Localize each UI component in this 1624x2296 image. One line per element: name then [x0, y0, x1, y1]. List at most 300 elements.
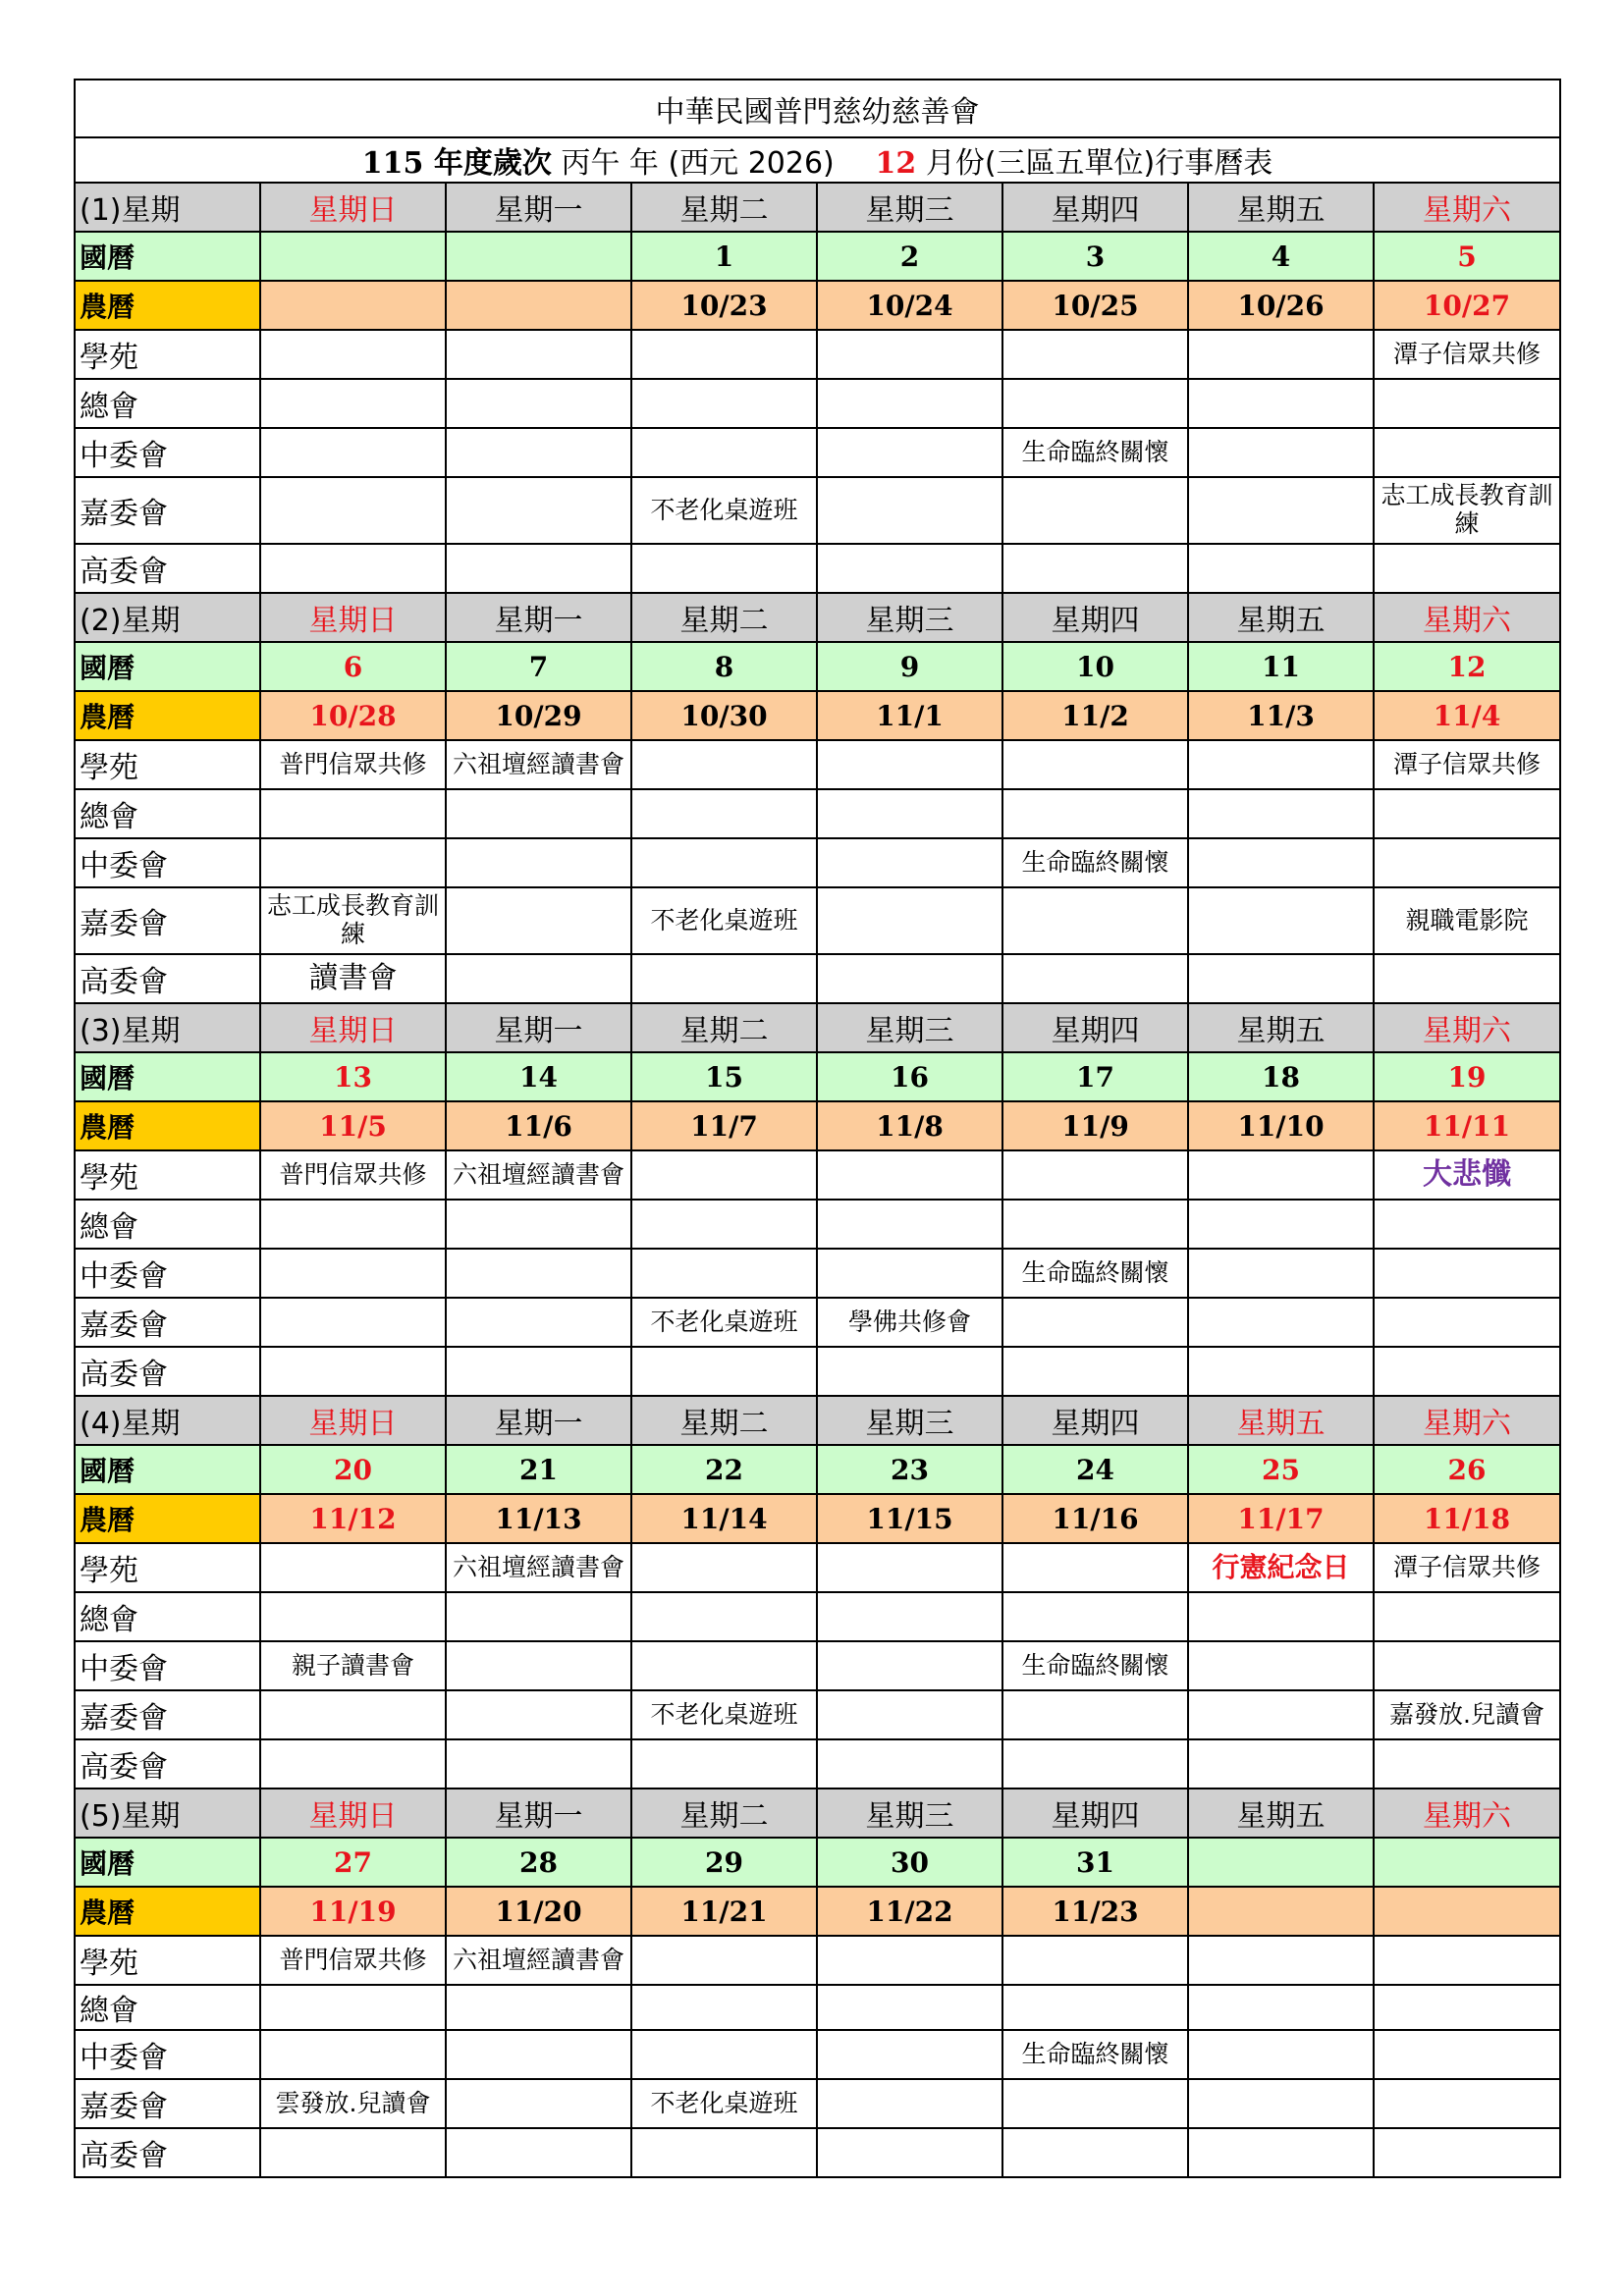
event-text: 不老化桌遊班	[650, 905, 798, 934]
event-text: 不老化桌遊班	[650, 495, 798, 524]
event-cell	[817, 740, 1002, 789]
weekday-header: 星期二	[631, 1789, 817, 1838]
event-cell	[1374, 1690, 1560, 1739]
page-title: 中華民國普門慈幼慈善會	[75, 80, 1560, 137]
event-cell	[1002, 1150, 1188, 1200]
event-cell	[1002, 1200, 1188, 1249]
org-label: 中委會	[75, 838, 260, 887]
event-cell	[260, 2128, 446, 2177]
gregorian-row	[75, 1838, 1560, 1887]
gregorian-date: 23	[817, 1445, 1002, 1494]
event-cell	[1374, 428, 1560, 477]
event-text: 不老化桌遊班	[650, 1699, 798, 1729]
event-cell	[817, 2128, 1002, 2177]
event-cell	[1374, 2030, 1560, 2079]
lunar-date: 11/18	[1374, 1494, 1560, 1543]
weekday-header: 星期四	[1002, 1396, 1188, 1445]
org-row	[75, 1739, 1560, 1789]
org-label: 學苑	[75, 330, 260, 379]
event-cell	[1374, 1936, 1560, 1985]
lunar-date: 11/4	[1374, 691, 1560, 740]
event-cell	[631, 1347, 817, 1396]
lunar-date: 11/20	[446, 1887, 631, 1936]
gregorian-date	[1188, 1838, 1374, 1887]
lunar-date: 11/10	[1188, 1101, 1374, 1150]
lunar-label: 農曆	[75, 1494, 260, 1543]
event-cell	[631, 1249, 817, 1298]
event-cell	[631, 838, 817, 887]
event-cell	[631, 2030, 817, 2079]
lunar-date: 11/23	[1002, 1887, 1188, 1936]
event-text: 親職電影院	[1405, 905, 1529, 934]
weekday-header: 星期四	[1002, 1789, 1188, 1838]
event-cell	[631, 1298, 817, 1347]
event-cell	[446, 2030, 631, 2079]
event-cell	[817, 1592, 1002, 1641]
event-cell	[631, 1690, 817, 1739]
event-cell	[1002, 477, 1188, 544]
event-cell	[817, 838, 1002, 887]
weekday-header: 星期一	[446, 183, 631, 232]
lunar-row	[75, 281, 1560, 330]
event-cell	[631, 1200, 817, 1249]
lunar-date: 11/8	[817, 1101, 1002, 1150]
event-cell	[817, 1936, 1002, 1985]
event-cell	[631, 379, 817, 428]
event-text: 志工成長教育訓練	[266, 891, 439, 948]
event-cell	[631, 1592, 817, 1641]
event-cell	[1374, 1739, 1560, 1789]
org-label: 總會	[75, 1985, 260, 2030]
org-label: 學苑	[75, 740, 260, 789]
org-row	[75, 1298, 1560, 1347]
event-cell	[1188, 330, 1374, 379]
event-cell	[817, 1347, 1002, 1396]
gregorian-date: 2	[817, 232, 1002, 281]
lunar-row	[75, 1887, 1560, 1936]
event-cell	[817, 1298, 1002, 1347]
event-cell	[1374, 1347, 1560, 1396]
gregorian-date: 12	[1374, 642, 1560, 691]
event-cell	[260, 740, 446, 789]
org-row	[75, 1543, 1560, 1592]
weekday-header: 星期五	[1188, 593, 1374, 642]
event-cell	[1374, 740, 1560, 789]
org-row	[75, 2079, 1560, 2128]
weekday-header: 星期四	[1002, 183, 1188, 232]
weekday-header: 星期日	[260, 183, 446, 232]
weekday-header: 星期日	[260, 1396, 446, 1445]
event-text: 志工成長教育訓練	[1380, 481, 1553, 538]
event-cell	[446, 789, 631, 838]
lunar-date: 10/28	[260, 691, 446, 740]
org-row	[75, 1347, 1560, 1396]
event-cell	[817, 789, 1002, 838]
lunar-label: 農曆	[75, 281, 260, 330]
weekday-header: 星期二	[631, 1396, 817, 1445]
org-row	[75, 477, 1560, 544]
event-cell	[446, 887, 631, 954]
event-cell	[1374, 1150, 1560, 1200]
gregorian-label: 國曆	[75, 232, 260, 281]
page-subtitle	[75, 137, 1560, 183]
lunar-date: 11/3	[1188, 691, 1374, 740]
event-cell	[1002, 1985, 1188, 2030]
gregorian-date: 7	[446, 642, 631, 691]
event-cell	[1188, 954, 1374, 1003]
lunar-date: 11/7	[631, 1101, 817, 1150]
event-cell	[631, 954, 817, 1003]
org-row	[75, 740, 1560, 789]
lunar-date: 10/24	[817, 281, 1002, 330]
org-row	[75, 1936, 1560, 1985]
event-cell	[1002, 887, 1188, 954]
org-row	[75, 544, 1560, 593]
event-cell	[1002, 1592, 1188, 1641]
subtitle-tail: 月份(三區五單位)行事曆表	[916, 146, 1273, 181]
event-cell	[1002, 428, 1188, 477]
weekday-header: 星期六	[1374, 183, 1560, 232]
org-label: 總會	[75, 379, 260, 428]
gregorian-date: 31	[1002, 1838, 1188, 1887]
gregorian-row	[75, 1052, 1560, 1101]
event-cell	[1188, 428, 1374, 477]
week-label: (5)星期	[75, 1789, 260, 1838]
org-label: 中委會	[75, 428, 260, 477]
event-cell	[631, 1641, 817, 1690]
weekday-header: 星期二	[631, 183, 817, 232]
org-row	[75, 1690, 1560, 1739]
event-cell	[817, 330, 1002, 379]
event-text: 六祖壇經讀書會	[452, 749, 624, 778]
event-text: 生命臨終關懷	[1021, 2039, 1169, 2068]
lunar-date: 11/1	[817, 691, 1002, 740]
event-cell	[1188, 1150, 1374, 1200]
event-cell	[631, 1543, 817, 1592]
org-row	[75, 1200, 1560, 1249]
event-cell	[1002, 954, 1188, 1003]
weekday-header: 星期二	[631, 593, 817, 642]
weekday-row	[75, 1789, 1560, 1838]
org-row	[75, 838, 1560, 887]
weekday-header: 星期五	[1188, 183, 1374, 232]
event-cell	[1374, 1249, 1560, 1298]
lunar-date: 11/12	[260, 1494, 446, 1543]
lunar-date: 11/21	[631, 1887, 817, 1936]
org-label: 嘉委會	[75, 1298, 260, 1347]
event-cell	[631, 1985, 817, 2030]
event-cell	[446, 1739, 631, 1789]
org-label: 學苑	[75, 1150, 260, 1200]
lunar-label: 農曆	[75, 1887, 260, 1936]
weekday-header: 星期三	[817, 1396, 1002, 1445]
weekday-row	[75, 183, 1560, 232]
event-cell	[260, 789, 446, 838]
event-cell	[260, 954, 446, 1003]
gregorian-date: 29	[631, 1838, 817, 1887]
weekday-header: 星期三	[817, 593, 1002, 642]
org-label: 中委會	[75, 1249, 260, 1298]
weekday-header: 星期一	[446, 593, 631, 642]
event-cell	[260, 1690, 446, 1739]
calendar-table	[74, 79, 1561, 2178]
event-cell	[260, 544, 446, 593]
lunar-date: 10/23	[631, 281, 817, 330]
weekday-header: 星期一	[446, 1396, 631, 1445]
event-text: 六祖壇經讀書會	[452, 1945, 624, 1974]
event-text: 不老化桌遊班	[650, 1307, 798, 1336]
event-text: 生命臨終關懷	[1021, 1257, 1169, 1287]
weekday-header: 星期三	[817, 1789, 1002, 1838]
event-cell	[446, 1249, 631, 1298]
lunar-date: 10/26	[1188, 281, 1374, 330]
gregorian-date: 24	[1002, 1445, 1188, 1494]
event-cell	[817, 1543, 1002, 1592]
gregorian-date: 4	[1188, 232, 1374, 281]
event-cell	[446, 740, 631, 789]
org-label: 高委會	[75, 2128, 260, 2177]
event-cell	[817, 2079, 1002, 2128]
event-cell	[1188, 887, 1374, 954]
event-cell	[1002, 1936, 1188, 1985]
event-text: 嘉發放.兒讀會	[1389, 1699, 1544, 1729]
event-cell	[1188, 1592, 1374, 1641]
weekday-header: 星期三	[817, 1003, 1002, 1052]
org-label: 嘉委會	[75, 887, 260, 954]
event-cell	[446, 1298, 631, 1347]
gregorian-date: 27	[260, 1838, 446, 1887]
gregorian-date	[446, 232, 631, 281]
event-cell	[817, 1690, 1002, 1739]
event-cell	[260, 1739, 446, 1789]
event-cell	[817, 379, 1002, 428]
event-cell	[1002, 2128, 1188, 2177]
event-text: 生命臨終關懷	[1021, 847, 1169, 877]
event-cell	[1188, 1739, 1374, 1789]
gregorian-date: 8	[631, 642, 817, 691]
event-cell	[631, 1150, 817, 1200]
event-cell	[1188, 789, 1374, 838]
lunar-date: 11/15	[817, 1494, 1002, 1543]
lunar-row	[75, 691, 1560, 740]
org-row	[75, 789, 1560, 838]
event-cell	[1002, 2079, 1188, 2128]
lunar-date: 10/29	[446, 691, 631, 740]
event-text: 普門信眾共修	[279, 1159, 427, 1189]
weekday-header: 星期四	[1002, 593, 1188, 642]
event-cell	[1002, 330, 1188, 379]
event-text: 六祖壇經讀書會	[452, 1159, 624, 1189]
org-row	[75, 330, 1560, 379]
lunar-label: 農曆	[75, 691, 260, 740]
event-cell	[260, 1641, 446, 1690]
event-cell	[1002, 1690, 1188, 1739]
org-row	[75, 2128, 1560, 2177]
weekday-header: 星期五	[1188, 1789, 1374, 1838]
weekday-header: 星期二	[631, 1003, 817, 1052]
lunar-date: 11/9	[1002, 1101, 1188, 1150]
event-cell	[1374, 544, 1560, 593]
event-cell	[1002, 1739, 1188, 1789]
event-cell	[631, 330, 817, 379]
org-label: 高委會	[75, 954, 260, 1003]
weekday-header: 星期一	[446, 1789, 631, 1838]
event-cell	[260, 1985, 446, 2030]
event-cell	[446, 954, 631, 1003]
org-label: 高委會	[75, 1347, 260, 1396]
org-row	[75, 428, 1560, 477]
event-cell	[1188, 1200, 1374, 1249]
org-row	[75, 1641, 1560, 1690]
gregorian-date: 28	[446, 1838, 631, 1887]
gregorian-date: 15	[631, 1052, 817, 1101]
gregorian-date: 14	[446, 1052, 631, 1101]
event-cell	[817, 2030, 1002, 2079]
lunar-date: 11/19	[260, 1887, 446, 1936]
weekday-header: 星期六	[1374, 1396, 1560, 1445]
org-label: 嘉委會	[75, 1690, 260, 1739]
event-cell	[1188, 838, 1374, 887]
org-row	[75, 2030, 1560, 2079]
lunar-date: 10/25	[1002, 281, 1188, 330]
gregorian-date: 21	[446, 1445, 631, 1494]
week-label: (3)星期	[75, 1003, 260, 1052]
calendar-sheet	[74, 79, 1559, 2178]
event-cell	[1374, 330, 1560, 379]
event-cell	[1188, 1543, 1374, 1592]
lunar-date: 10/30	[631, 691, 817, 740]
org-row	[75, 1592, 1560, 1641]
event-cell	[817, 1985, 1002, 2030]
event-cell	[1188, 1641, 1374, 1690]
event-cell	[446, 1936, 631, 1985]
event-cell	[1002, 789, 1188, 838]
org-label: 中委會	[75, 2030, 260, 2079]
lunar-date: 11/13	[446, 1494, 631, 1543]
event-cell	[1002, 1641, 1188, 1690]
event-text: 普門信眾共修	[279, 749, 427, 778]
event-text: 潭子信眾共修	[1392, 749, 1541, 778]
event-cell	[1374, 1641, 1560, 1690]
gregorian-date: 10	[1002, 642, 1188, 691]
weekday-row	[75, 1396, 1560, 1445]
event-cell	[1002, 379, 1188, 428]
event-cell	[446, 477, 631, 544]
event-cell	[817, 1249, 1002, 1298]
event-cell	[1188, 740, 1374, 789]
event-cell	[1374, 789, 1560, 838]
gregorian-date: 11	[1188, 642, 1374, 691]
event-text: 普門信眾共修	[279, 1945, 427, 1974]
lunar-date	[446, 281, 631, 330]
event-cell	[446, 2128, 631, 2177]
event-cell	[446, 1641, 631, 1690]
weekday-header: 星期五	[1188, 1396, 1374, 1445]
event-cell	[631, 477, 817, 544]
gregorian-date: 19	[1374, 1052, 1560, 1101]
lunar-date: 11/5	[260, 1101, 446, 1150]
event-cell	[1002, 1543, 1188, 1592]
org-row	[75, 1150, 1560, 1200]
gregorian-date: 22	[631, 1445, 817, 1494]
event-cell	[1188, 1249, 1374, 1298]
org-row	[75, 887, 1560, 954]
gregorian-date	[260, 232, 446, 281]
event-cell	[1374, 1200, 1560, 1249]
gregorian-date: 5	[1374, 232, 1560, 281]
event-cell	[446, 1985, 631, 2030]
event-cell	[1002, 1298, 1188, 1347]
weekday-header: 星期一	[446, 1003, 631, 1052]
weekday-header: 星期六	[1374, 593, 1560, 642]
org-label: 高委會	[75, 1739, 260, 1789]
event-cell	[1002, 1249, 1188, 1298]
subtitle-month: 12	[875, 146, 917, 181]
lunar-date: 11/22	[817, 1887, 1002, 1936]
event-cell	[1002, 1347, 1188, 1396]
weekday-header: 星期日	[260, 593, 446, 642]
event-cell	[1188, 2128, 1374, 2177]
event-cell	[817, 1739, 1002, 1789]
org-row	[75, 1249, 1560, 1298]
lunar-date: 11/17	[1188, 1494, 1374, 1543]
gregorian-date: 13	[260, 1052, 446, 1101]
weekday-header: 星期三	[817, 183, 1002, 232]
event-cell	[1188, 1347, 1374, 1396]
event-cell	[1002, 2030, 1188, 2079]
event-cell	[1188, 1298, 1374, 1347]
event-text: 行憲紀念日	[1212, 1550, 1350, 1583]
event-cell	[1188, 1690, 1374, 1739]
lunar-date: 11/14	[631, 1494, 817, 1543]
event-cell	[631, 2128, 817, 2177]
event-cell	[446, 1150, 631, 1200]
gregorian-date: 18	[1188, 1052, 1374, 1101]
event-cell	[1002, 740, 1188, 789]
lunar-row	[75, 1101, 1560, 1150]
weekday-header: 星期六	[1374, 1789, 1560, 1838]
event-cell	[1374, 1592, 1560, 1641]
lunar-date	[260, 281, 446, 330]
event-cell	[446, 2079, 631, 2128]
event-cell	[446, 1543, 631, 1592]
weekday-header: 星期日	[260, 1003, 446, 1052]
gregorian-date: 17	[1002, 1052, 1188, 1101]
event-cell	[817, 477, 1002, 544]
weekday-header: 星期六	[1374, 1003, 1560, 1052]
gregorian-date: 3	[1002, 232, 1188, 281]
event-cell	[631, 740, 817, 789]
gregorian-date: 9	[817, 642, 1002, 691]
event-cell	[1374, 887, 1560, 954]
event-cell	[446, 1690, 631, 1739]
event-cell	[631, 2079, 817, 2128]
gregorian-label: 國曆	[75, 642, 260, 691]
event-cell	[817, 1641, 1002, 1690]
event-cell	[446, 330, 631, 379]
event-text: 生命臨終關懷	[1021, 437, 1169, 466]
lunar-date	[1188, 1887, 1374, 1936]
event-cell	[1374, 954, 1560, 1003]
weekday-row	[75, 1003, 1560, 1052]
event-cell	[446, 1347, 631, 1396]
org-row	[75, 379, 1560, 428]
event-cell	[260, 379, 446, 428]
event-cell	[1374, 2128, 1560, 2177]
event-cell	[1374, 1298, 1560, 1347]
event-text: 雲發放.兒讀會	[275, 2088, 431, 2117]
event-cell	[1002, 544, 1188, 593]
